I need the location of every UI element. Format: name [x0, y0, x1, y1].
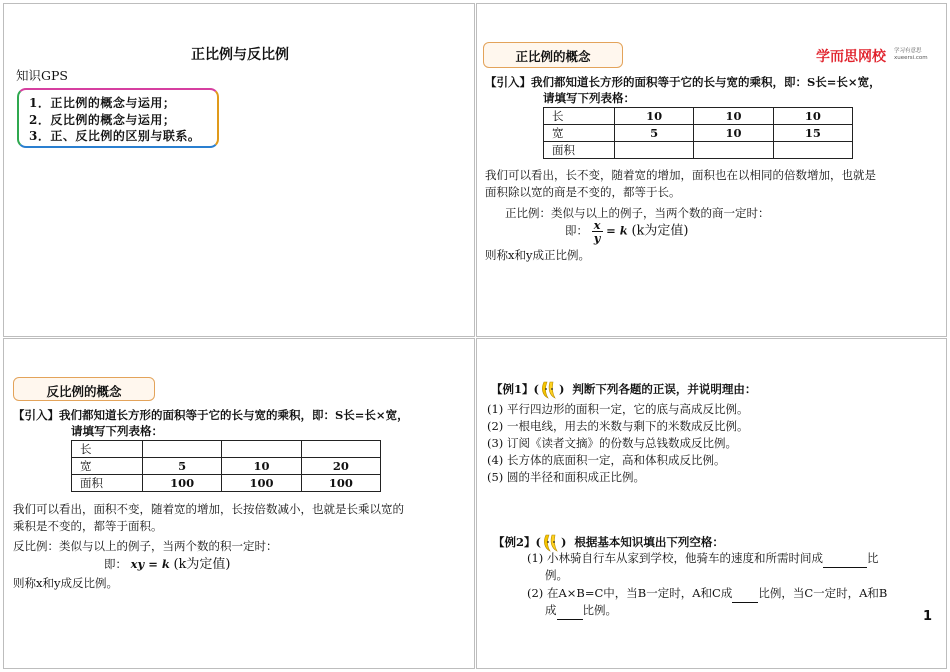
brand-subtitle: 学习有意思 xueersi.com [894, 48, 928, 61]
answer-blank[interactable] [732, 585, 758, 603]
formula: 即： xy = k (k为定值) [104, 557, 231, 572]
answer-blank[interactable] [557, 602, 583, 620]
intro-line: 请填写下列表格： [543, 91, 635, 105]
fill-blank-cont: 成 比例。 [545, 602, 617, 620]
paragraph-line: 乘积是不变的，都等于面积。 [13, 519, 163, 533]
table-row: 长 [72, 441, 381, 458]
conclusion: 则称x和y成正比例。 [485, 248, 590, 262]
gps-item: 2．反比例的概念与运用； [29, 112, 176, 127]
page-number: 1 [922, 609, 932, 624]
paragraph-line: 面积除以宽的商是不变的，都等于长。 [485, 185, 681, 199]
list-item: (4) 长方体的底面积一定，高和体积成反比例。 [487, 453, 726, 467]
gps-item: 3．正、反比例的区别与联系。 [29, 129, 201, 143]
gps-list [17, 88, 219, 148]
definition-line: 反比例：类似与以上的例子，当两个数的积一定时： [13, 539, 278, 553]
list-item: (3) 订阅《读者文摘》的份数与总钱数成反比例。 [487, 436, 737, 450]
panel-direct-proportion [476, 3, 947, 337]
list-item: (5) 圆的半径和面积成正比例。 [487, 470, 645, 484]
paragraph-line: 我们可以看出，长不变，随着宽的增加，面积也在以相同的倍数增加，也就是 [485, 168, 876, 182]
paragraph-line: 我们可以看出，面积不变，随着宽的增加，长按倍数减小，也就是长乘以宽的 [13, 502, 404, 516]
table-row: 面积 100 100 100 [72, 475, 381, 492]
definition-line: 正比例：类似与以上的例子，当两个数的商一定时： [505, 206, 770, 220]
brand-logo: 学而思网校 [816, 49, 886, 65]
formula: 即： $\frac{x}{y}$ = k (k为定值) [565, 218, 689, 245]
intro-line: 【引入】我们都知道长方形的面积等于它的长与宽的乘积，即：S长=长×宽， [485, 75, 881, 89]
gps-label: 知识GPS [16, 68, 68, 83]
example1-heading: 【例1】( ) 判断下列各题的正误，并说明理由： [491, 380, 756, 400]
data-table [543, 107, 853, 159]
fraction: $\frac{x}{y}$ [593, 218, 601, 245]
banana-mascot-icon [539, 380, 559, 400]
intro-line: 请填写下列表格： [71, 424, 163, 438]
page-title: 正比例与反比例 [191, 47, 289, 63]
answer-blank[interactable] [823, 550, 867, 568]
table-row: 面积 [544, 142, 853, 159]
data-table [71, 440, 381, 492]
table-row: 宽 5 10 20 [72, 458, 381, 475]
panel-inverse-proportion [3, 338, 475, 669]
gps-item: 1．正比例的概念与运用； [29, 96, 176, 110]
section-tag: 反比例的概念 [13, 377, 155, 401]
list-item: (2) 一根电线，用去的米数与剩下的米数成反比例。 [487, 419, 749, 433]
intro-line: 【引入】我们都知道长方形的面积等于它的长与宽的乘积，即：S长=长×宽， [13, 408, 409, 422]
panel-examples [476, 338, 947, 669]
table-row: 长 10 10 10 [544, 108, 853, 125]
panel-overview [3, 3, 475, 337]
table-row: 宽 5 10 15 [544, 125, 853, 142]
list-item: (1) 平行四边形的面积一定，它的底与高成反比例。 [487, 402, 749, 416]
conclusion: 则称x和y成反比例。 [13, 576, 118, 590]
example2-heading: 【例2】( ) 根据基本知识填出下列空格： [493, 533, 724, 553]
fill-blank-cont: 例。 [545, 568, 568, 582]
fill-blank-item: (1) 小林骑自行车从家到学校，他骑车的速度和所需时间成 比 [527, 550, 878, 568]
section-tag: 正比例的概念 [483, 42, 623, 68]
fill-blank-item: (2) 在A×B=C中，当B一定时，A和C成 比例，当C一定时，A和B [527, 585, 887, 603]
